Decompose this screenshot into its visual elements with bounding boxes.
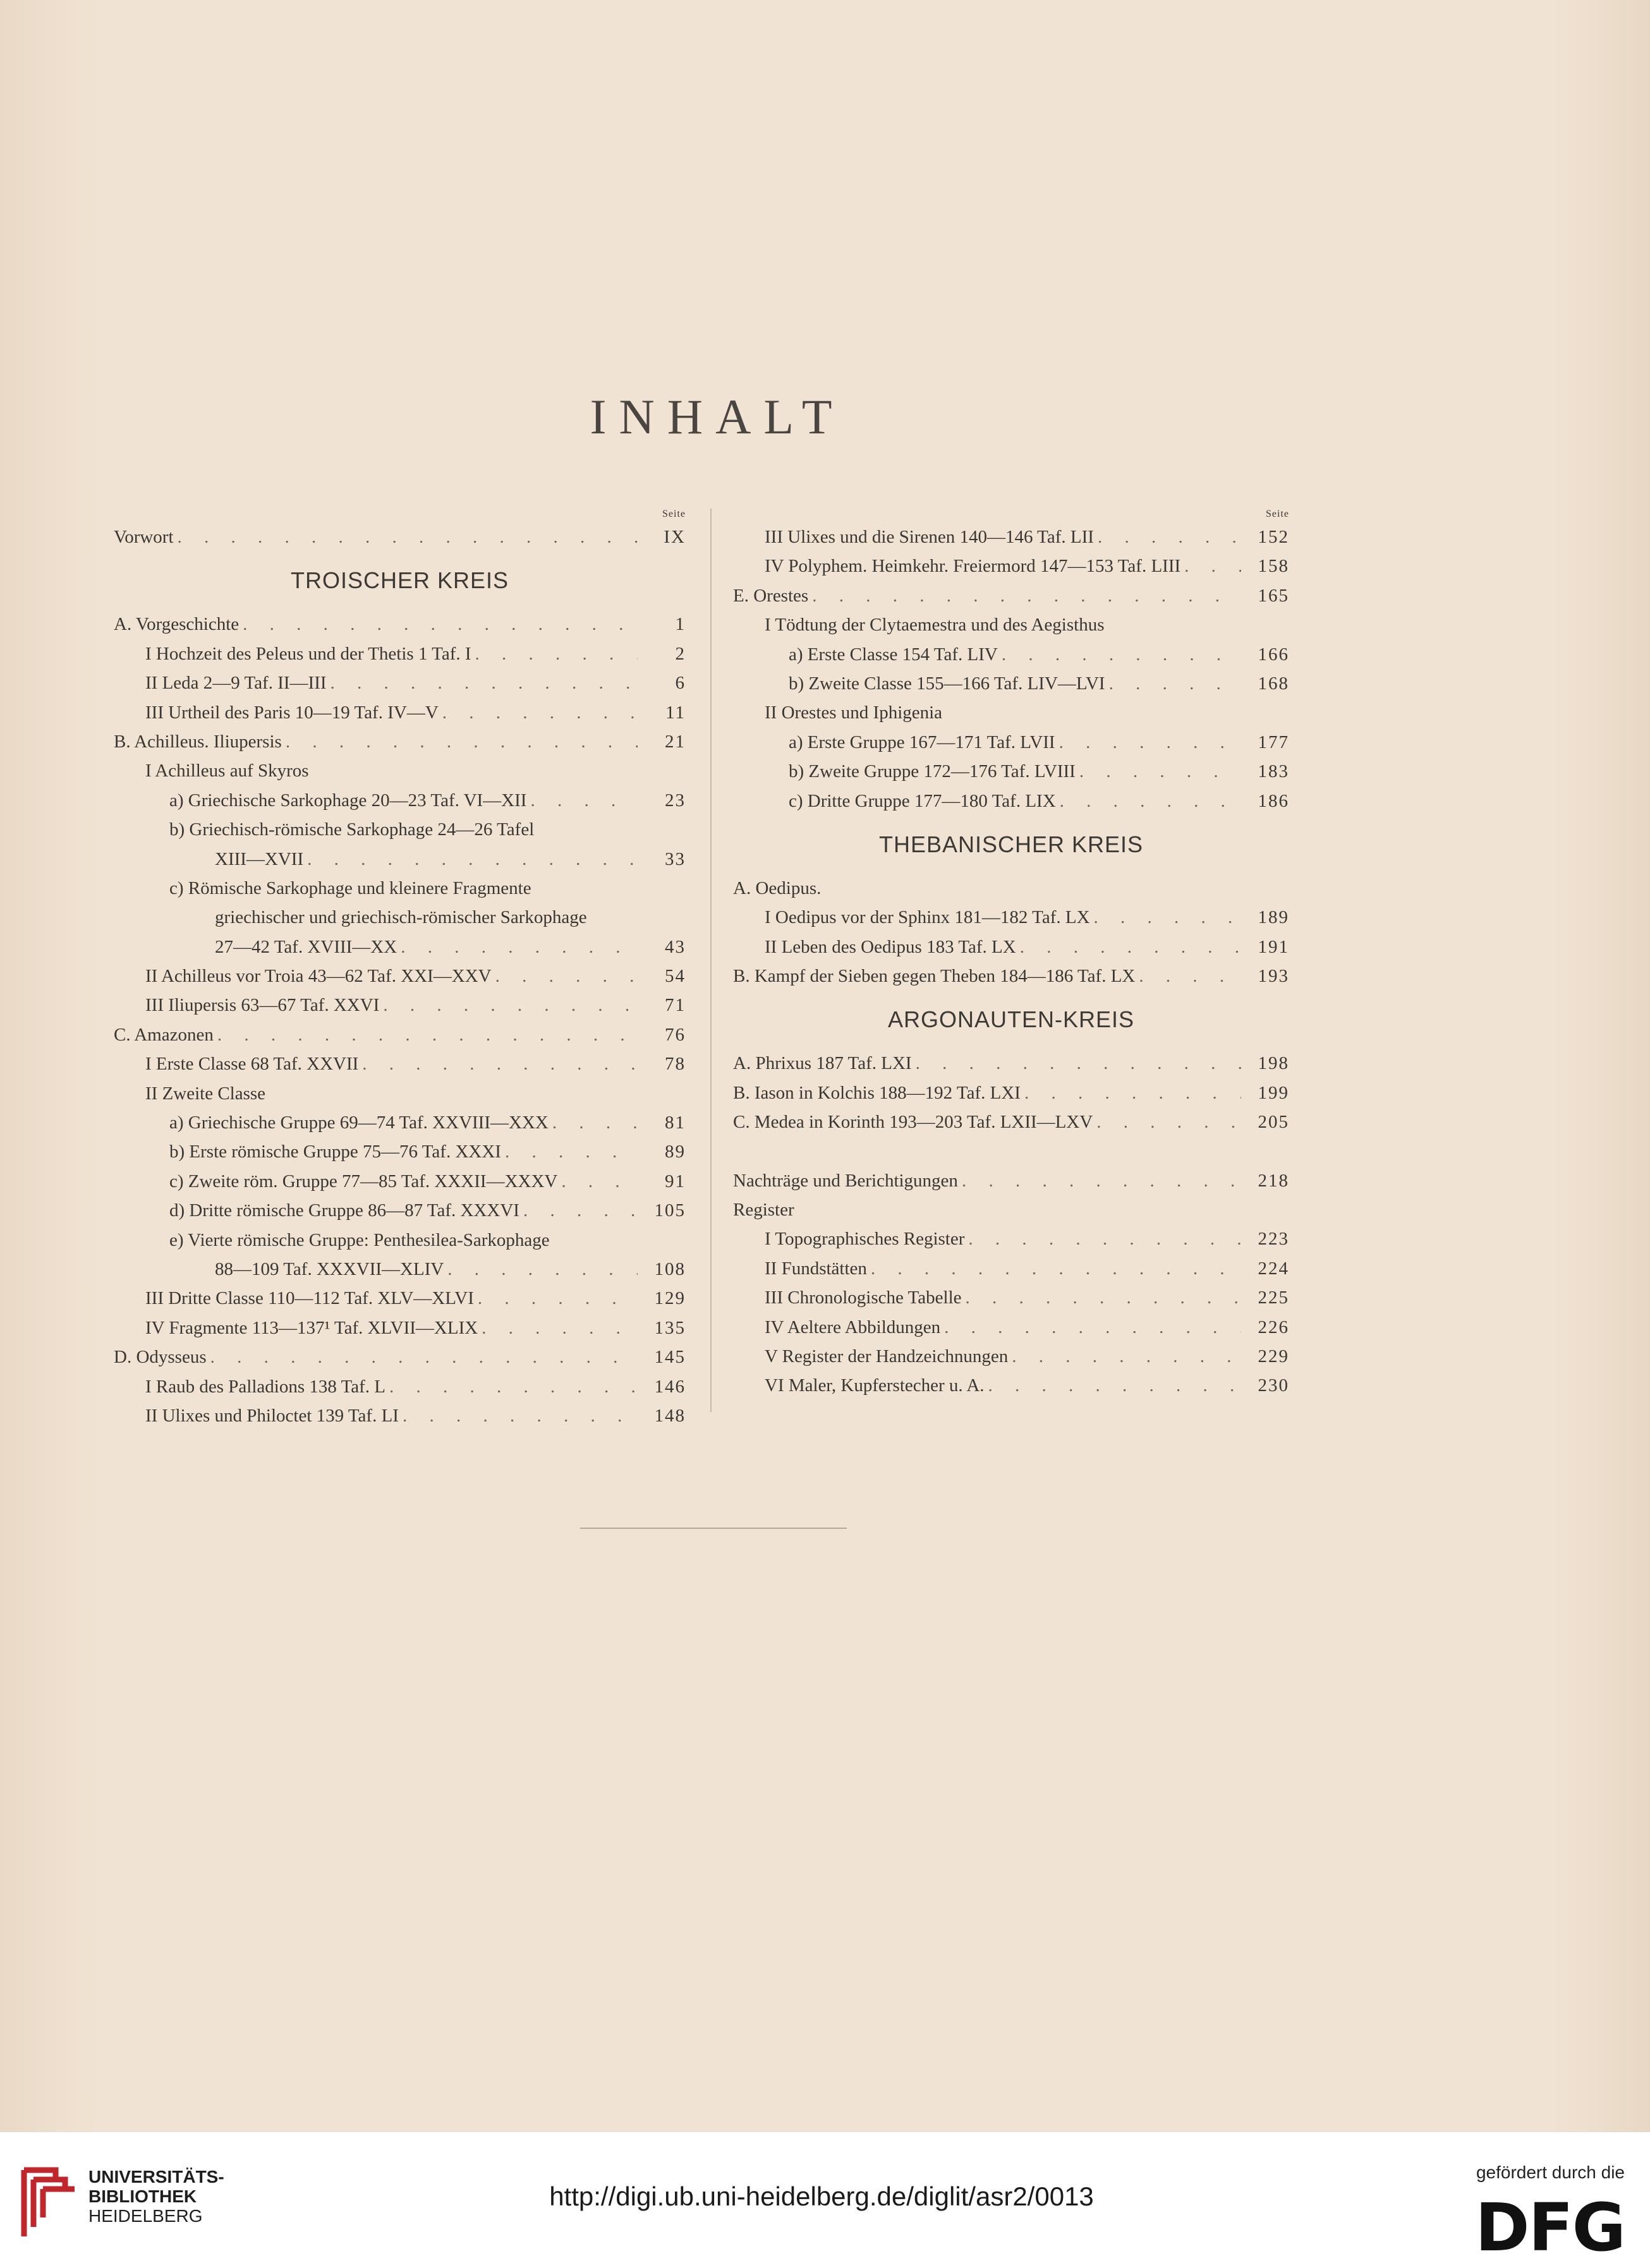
leader-dots [988, 1371, 1241, 1400]
toc-entry-page: 191 [1258, 936, 1289, 957]
toc-entry [114, 1079, 686, 1108]
leader-dots [1060, 787, 1241, 816]
leader-dots [1096, 1107, 1241, 1137]
toc-entry-page: 177 [1258, 732, 1289, 752]
leader-dots [482, 1313, 638, 1342]
toc-entry-page: 89 [665, 1142, 686, 1162]
toc-entry-title: II Ulixes und Philoctet 139 Taf. LI [145, 1405, 399, 1426]
toc-entry-title: E. Orestes [733, 585, 809, 606]
library-name [88, 2167, 224, 2226]
toc-entry [733, 581, 1289, 610]
toc-entry [114, 1167, 686, 1196]
leader-dots [552, 1108, 638, 1137]
leader-dots [944, 1313, 1241, 1342]
toc-entry-page: 129 [654, 1288, 686, 1309]
bottom-rule [580, 1528, 847, 1529]
toc-entry-title: IV Fragmente 113—137¹ Taf. XLVII—XLIX [145, 1317, 478, 1338]
toc-entry-page: 6 [675, 673, 686, 694]
funding-note: gefördert durch die [1476, 2162, 1625, 2182]
toc-entry [114, 1226, 686, 1255]
toc-entry-page: 2 [675, 643, 686, 664]
toc-entry-title: II Leben des Oedipus 183 Taf. LX [765, 936, 1016, 957]
toc-entry [733, 1078, 1289, 1107]
toc-entry-page: 78 [665, 1054, 686, 1075]
toc-entry-title: A. Vorgeschichte [114, 614, 240, 635]
leader-dots [1109, 669, 1241, 698]
toc-entry-title: Nachträge und Berichtigungen [733, 1170, 958, 1191]
toc-entry-title: C. Amazonen [114, 1024, 214, 1045]
leader-dots [1098, 522, 1241, 552]
toc-entry-page: 54 [665, 966, 686, 987]
toc-entry [114, 1342, 686, 1372]
toc-entry [114, 1372, 686, 1401]
toc-entry [114, 786, 686, 815]
toc-entry-title: d) Dritte römische Gruppe 86—87 Taf. XXXVI [169, 1200, 519, 1221]
toc-entry-title: I Erste Classe 68 Taf. XXVII [145, 1054, 359, 1075]
toc-entry-page: 11 [665, 702, 686, 723]
toc-entry-page: 146 [654, 1376, 686, 1397]
toc-entry-title: II Leda 2—9 Taf. II—III [145, 673, 327, 694]
leader-dots [1024, 1078, 1241, 1107]
toc-entry [114, 1020, 686, 1049]
toc-list-left [114, 522, 686, 1430]
toc-entry-page: 91 [665, 1171, 686, 1191]
toc-entry [114, 698, 686, 727]
toc-entry-title: B. Iason in Kolchis 188—192 Taf. LXI [733, 1082, 1021, 1103]
permalink-url[interactable]: http://digi.ub.uni-heidelberg.de/diglit/asr2/0013 [549, 2181, 1094, 2211]
toc-entry [733, 1107, 1289, 1137]
toc-entry-title: e) Vierte römische Gruppe: Penthesilea-Sarkophage [169, 1229, 550, 1250]
leader-dots [383, 991, 638, 1020]
toc-left-column [114, 509, 686, 1430]
library-logo-icon [18, 2157, 81, 2240]
toc-entry [114, 668, 686, 697]
toc-entry [733, 932, 1289, 962]
column-divider [710, 509, 712, 1412]
toc-entry [733, 1313, 1289, 1342]
toc-entry [733, 1224, 1289, 1253]
leader-dots [1139, 962, 1241, 991]
toc-entry-title: D. Odysseus [114, 1347, 207, 1368]
toc-entry [733, 610, 1289, 639]
toc-entry [733, 640, 1289, 669]
page-title: INHALT [590, 389, 845, 444]
toc-entry-title: II Orestes und Iphigenia [765, 703, 943, 723]
toc-entry [733, 669, 1289, 698]
leader-dots [505, 1137, 638, 1166]
dfg-logo: DFG [1475, 2189, 1625, 2266]
toc-entry [733, 1371, 1289, 1400]
toc-entry-page: 224 [1258, 1258, 1289, 1279]
toc-entry-title: III Iliupersis 63—67 Taf. XXVI [145, 995, 380, 1016]
leader-dots [475, 639, 638, 668]
toc-entry-title: I Oedipus vor der Sphinx 181—182 Taf. LX [765, 907, 1090, 928]
toc-entry [733, 698, 1289, 727]
toc-entry [733, 757, 1289, 786]
leader-dots [307, 845, 638, 874]
toc-entry-page: 193 [1258, 966, 1289, 987]
toc-entry-page: 168 [1258, 673, 1289, 694]
toc-entry [114, 874, 686, 903]
leader-dots [389, 1372, 638, 1401]
toc-entry [733, 787, 1289, 816]
toc-entry-title: V Register der Handzeichnungen [765, 1346, 1009, 1366]
leader-dots [962, 1166, 1241, 1195]
toc-entry-page: 229 [1258, 1346, 1289, 1366]
toc-entry-page: 108 [654, 1258, 686, 1279]
leader-dots [561, 1167, 638, 1196]
leader-dots [217, 1020, 638, 1049]
toc-entry-title: c) Römische Sarkophage und kleinere Fragmente [169, 878, 531, 898]
leader-dots [243, 610, 638, 639]
leader-dots [871, 1254, 1241, 1283]
leader-dots [968, 1224, 1241, 1253]
leader-dots [1184, 552, 1241, 581]
leader-dots [478, 1284, 638, 1313]
toc-right-column [733, 509, 1289, 1401]
leader-dots [966, 1283, 1241, 1312]
leader-dots [442, 698, 638, 727]
toc-entry-title: I Tödtung der Clytaemestra und des Aegisthus [765, 615, 1105, 636]
toc-entry-title: III Ulixes und die Sirenen 140—146 Taf. LII [765, 527, 1094, 547]
leader-dots [530, 786, 638, 815]
leader-dots [286, 727, 638, 756]
leader-dots [210, 1342, 638, 1372]
toc-entry [114, 991, 686, 1020]
toc-entry-title: IV Aeltere Abbildungen [765, 1317, 941, 1337]
library-name-line-2: BIBLIOTHEK [88, 2187, 197, 2206]
toc-entry-title: III Urtheil des Paris 10—19 Taf. IV—V [145, 702, 439, 723]
toc-entry-title: I Topographisches Register [765, 1229, 965, 1250]
toc-entry-page: 230 [1258, 1375, 1289, 1396]
leader-dots [916, 1049, 1241, 1078]
toc-entry-page: 223 [1258, 1229, 1289, 1250]
toc-entry [114, 1137, 686, 1166]
toc-entry [733, 874, 1289, 903]
toc-entry-title: a) Erste Gruppe 167—171 Taf. LVII [789, 732, 1055, 752]
toc-entry [114, 639, 686, 668]
leader-dots [1020, 932, 1241, 962]
toc-entry [733, 903, 1289, 932]
toc-entry-title: II Zweite Classe [145, 1083, 266, 1104]
section-heading: THEBANISCHER KREIS [878, 831, 1144, 857]
toc-entry [114, 1284, 686, 1313]
toc-entry-page: 71 [665, 995, 686, 1016]
toc-entry-title: C. Medea in Korinth 193—203 Taf. LXII—LXV [733, 1112, 1093, 1133]
toc-entry-title: III Chronologische Tabelle [765, 1288, 962, 1308]
section-heading: TROISCHER KREIS [290, 567, 509, 594]
toc-entry-title: b) Zweite Gruppe 172—176 Taf. LVIII [789, 761, 1076, 782]
toc-entry [733, 522, 1289, 552]
leader-dots [1012, 1342, 1241, 1371]
toc-entry-title: 27—42 Taf. XVIII—XX [215, 936, 397, 957]
toc-entry-title: a) Griechische Gruppe 69—74 Taf. XXVIII—XXX [169, 1113, 549, 1133]
toc-entry-page: 105 [654, 1200, 686, 1221]
toc-entry-page: 23 [665, 790, 686, 811]
leader-dots [1079, 757, 1241, 786]
toc-entry [114, 903, 686, 932]
toc-entry-page: 158 [1258, 556, 1289, 577]
section-heading: ARGONAUTEN-KREIS [887, 1006, 1135, 1033]
leader-dots [178, 522, 638, 552]
toc-entry-page: 218 [1258, 1170, 1289, 1191]
toc-entry-title: B. Achilleus. Iliupersis [114, 731, 282, 752]
toc-entry-title: III Dritte Classe 110—112 Taf. XLV—XLVI [145, 1288, 474, 1309]
toc-entry-title: B. Kampf der Sieben gegen Theben 184—186 Taf. LX [733, 966, 1136, 987]
toc-entry-title: b) Zweite Classe 155—166 Taf. LIV—LVI [789, 673, 1105, 694]
toc-entry-title: b) Griechisch-römische Sarkophage 24—26 Tafel [169, 819, 535, 840]
toc-entry [114, 962, 686, 991]
toc-entry [114, 1313, 686, 1342]
toc-entry-page: 165 [1258, 585, 1289, 606]
toc-entry-page: 226 [1258, 1317, 1289, 1337]
toc-entry [733, 1254, 1289, 1283]
toc-entry [733, 1049, 1289, 1078]
toc-entry-title: A. Oedipus. [733, 878, 822, 898]
toc-entry [114, 1196, 686, 1225]
leader-dots [495, 962, 638, 991]
toc-entry-title: I Hochzeit des Peleus und der Thetis 1 Taf. I [145, 643, 471, 664]
spacer [733, 1137, 1289, 1166]
toc-entry [733, 1166, 1289, 1195]
toc-entry [114, 522, 686, 552]
toc-entry [114, 845, 686, 874]
toc-entry [114, 1049, 686, 1078]
toc-entry [114, 1108, 686, 1137]
toc-entry [733, 1342, 1289, 1371]
toc-list-right [733, 522, 1289, 1401]
toc-entry [114, 815, 686, 844]
toc-entry-page: 33 [665, 848, 686, 869]
leader-dots [523, 1196, 638, 1225]
toc-entry [733, 1195, 1289, 1224]
toc-entry-title: XIII—XVII [215, 848, 304, 869]
toc-entry-page: 135 [654, 1317, 686, 1338]
toc-entry [733, 1283, 1289, 1312]
toc-entry-page: 199 [1258, 1082, 1289, 1103]
toc-entry-title: c) Dritte Gruppe 177—180 Taf. LIX [789, 790, 1056, 811]
digitization-footer [0, 2132, 1650, 2268]
toc-entry-title: Register [733, 1200, 794, 1221]
toc-entry-title: Vorwort [114, 527, 174, 547]
seite-label: Seite [662, 509, 686, 519]
toc-entry-page: 148 [654, 1405, 686, 1426]
toc-entry [114, 1401, 686, 1430]
library-name-line-1: UNIVERSITÄTS- [88, 2167, 224, 2187]
toc-entry [733, 728, 1289, 757]
toc-entry-page: 1 [675, 614, 686, 635]
toc-entry-page: 205 [1258, 1112, 1289, 1133]
leader-dots [812, 581, 1241, 610]
toc-entry [114, 1255, 686, 1284]
toc-entry-page: 183 [1258, 761, 1289, 782]
toc-entry-title: 88—109 Taf. XXXVII—XLIV [215, 1258, 444, 1279]
toc-entry-page: 145 [654, 1347, 686, 1368]
library-name-line-3: HEIDELBERG [88, 2206, 203, 2226]
toc-entry-title: A. Phrixus 187 Taf. LXI [733, 1053, 912, 1074]
leader-dots [1094, 903, 1241, 932]
toc-entry [733, 552, 1289, 581]
leader-dots [331, 668, 638, 697]
toc-entry-title: IV Polyphem. Heimkehr. Freiermord 147—153 Taf. LIII [765, 556, 1181, 577]
leader-dots [1002, 640, 1241, 669]
toc-entry-title: II Fundstätten [765, 1258, 867, 1279]
toc-entry [114, 932, 686, 962]
toc-entry-title: I Achilleus auf Skyros [145, 761, 309, 781]
toc-entry [114, 727, 686, 756]
toc-entry-page: 21 [665, 731, 686, 752]
toc-entry-title: a) Erste Classe 154 Taf. LIV [789, 644, 998, 665]
seite-label: Seite [1266, 509, 1289, 519]
leader-dots [362, 1049, 638, 1078]
toc-entry-page: 81 [665, 1113, 686, 1133]
toc-entry-page: 166 [1258, 644, 1289, 665]
leader-dots [403, 1401, 638, 1430]
toc-entry-page: 152 [1258, 527, 1289, 547]
leader-dots [1059, 728, 1241, 757]
toc-entry-title: c) Zweite röm. Gruppe 77—85 Taf. XXXII—XXXV [169, 1171, 558, 1191]
toc-entry-title: II Achilleus vor Troia 43—62 Taf. XXI—XXV [145, 966, 492, 987]
toc-entry-page: 43 [665, 936, 686, 957]
toc-entry-title: I Raub des Palladions 138 Taf. L [145, 1376, 386, 1397]
toc-entry-page: 225 [1258, 1288, 1289, 1308]
toc-entry-title: b) Erste römische Gruppe 75—76 Taf. XXXI [169, 1142, 501, 1162]
leader-dots [401, 932, 638, 962]
toc-entry-page: IX [664, 527, 686, 547]
toc-entry [114, 756, 686, 785]
toc-entry-page: 198 [1258, 1053, 1289, 1074]
toc-entry [114, 610, 686, 639]
toc-entry-title: griechischer und griechisch-römischer Sarkophage [215, 907, 587, 928]
toc-entry-title: VI Maler, Kupferstecher u. A. [765, 1375, 985, 1396]
leader-dots [447, 1255, 638, 1284]
toc-entry-page: 186 [1258, 790, 1289, 811]
toc-entry-page: 76 [665, 1024, 686, 1045]
toc-entry [733, 962, 1289, 991]
toc-entry-title: a) Griechische Sarkophage 20—23 Taf. VI—XII [169, 790, 527, 811]
toc-entry-page: 189 [1258, 907, 1289, 928]
